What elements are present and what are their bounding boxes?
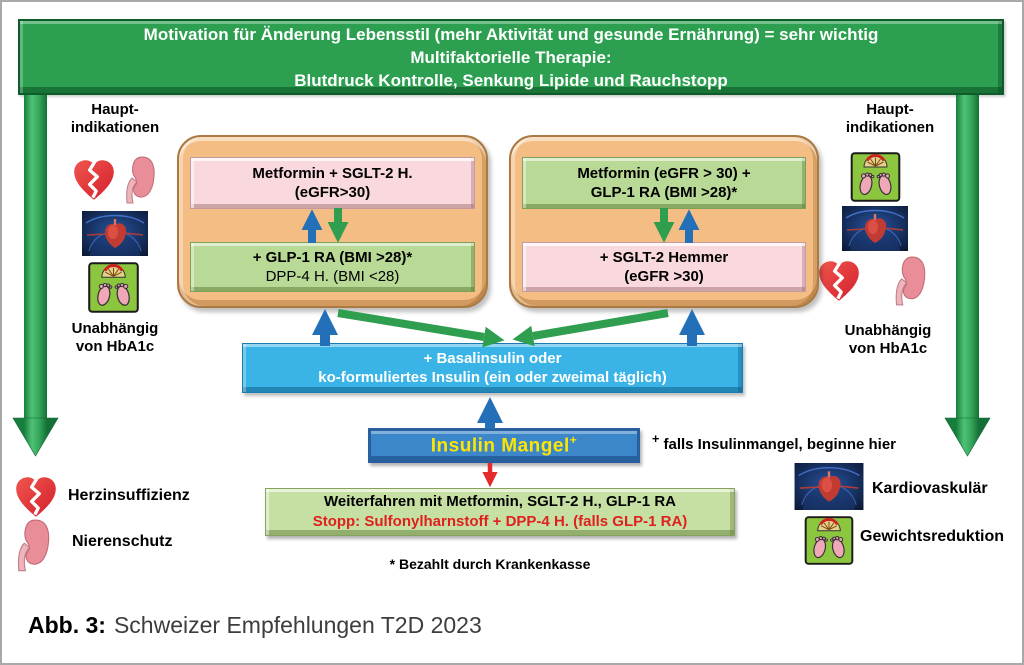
basal-insulin-box <box>242 343 743 393</box>
left-hba1c-line2: von HbA1c <box>75 338 155 355</box>
note-sup: + <box>652 432 660 446</box>
kidney-icon <box>121 156 157 206</box>
right-hba1c-line1: Unabhängig <box>844 322 932 339</box>
glp1-dpp4-box <box>190 242 475 292</box>
metformin-sglt2-box <box>190 157 475 209</box>
arrow-diagonal-green-right <box>533 313 668 336</box>
caption-prefix: Abb. 3: <box>28 612 106 638</box>
arrow-diagonal-green-left <box>338 313 484 337</box>
legend-heart-failure: Herzinsuffizienz <box>68 487 190 504</box>
side-arrow-down-right <box>945 95 990 456</box>
basal-line2: ko-formuliertes Insulin (ein oder zweimal täglich) <box>318 369 667 386</box>
metformin-glp1-box <box>522 157 806 209</box>
metformin-glp1-line1: Metformin (eGFR > 30) + <box>577 165 751 182</box>
dpp4-line: DPP-4 H. (BMI <28) <box>265 268 400 285</box>
figure-caption <box>28 612 482 639</box>
stop-line: Stopp: Sulfonylharnstoff + DPP-4 H. (falls GLP-1 RA) <box>312 513 688 530</box>
note-text: falls Insulinmangel, beginne hier <box>659 436 897 453</box>
broken-heart-icon <box>72 158 116 202</box>
caption-text: Schweizer Empfehlungen T2D 2023 <box>113 612 482 638</box>
insulin-deficiency-note <box>652 432 952 453</box>
weight-scale-icon <box>850 152 901 202</box>
right-hba1c-note <box>818 322 958 358</box>
metformin-sglt2-line1: Metformin + SGLT-2 H. <box>252 165 413 182</box>
broken-heart-icon <box>817 259 861 303</box>
legend-cardiovascular: Kardiovaskulär <box>872 480 988 497</box>
insulin-deficiency-label: Insulin Mangel+ <box>430 433 578 457</box>
broken-heart-icon <box>14 475 58 519</box>
right-hba1c-line2: von HbA1c <box>848 340 928 357</box>
continue-line: Weiterfahren mit Metformin, SGLT-2 H., GLP-1 RA <box>324 493 676 510</box>
metformin-sglt2-line2: (eGFR>30) <box>294 184 371 201</box>
left-hba1c-line1: Unabhängig <box>71 320 159 337</box>
banner-line1: Motivation für Änderung Lebensstil (mehr Aktivität und gesunde Ernährung) = sehr wichtig <box>143 24 879 44</box>
pathway-box-left <box>177 135 488 308</box>
insulin-sup: + <box>569 433 578 448</box>
left-title-line1: Haupt- <box>91 101 139 118</box>
continue-stop-box <box>265 488 735 536</box>
cardiovascular-icon <box>82 211 148 256</box>
sglt2-hemmer-box <box>522 242 806 292</box>
banner-line3: Blutdruck Kontrolle, Senkung Lipide und Rauchstopp <box>294 70 728 90</box>
basal-line1: + Basalinsulin oder <box>423 350 562 367</box>
weight-scale-icon <box>803 516 855 565</box>
side-arrow-down-left <box>13 95 58 456</box>
glp1-line: + GLP-1 RA (BMI >28)* <box>252 249 413 266</box>
left-title-line2: indikationen <box>70 119 160 136</box>
legend-weight-reduction: Gewichtsreduktion <box>860 528 1005 545</box>
cardiovascular-icon <box>842 206 908 251</box>
pathway-box-right <box>509 135 819 308</box>
insulin-deficiency-box <box>368 428 640 463</box>
sglt2-hemmer-line2: (eGFR >30) <box>624 268 704 285</box>
motivation-banner <box>18 19 1004 95</box>
kidney-icon <box>891 256 927 308</box>
left-main-indications-title <box>45 101 185 137</box>
banner-line2: Multifaktorielle Therapie: <box>410 47 612 67</box>
sglt2-hemmer-line1: + SGLT-2 Hemmer <box>599 249 729 266</box>
cardiovascular-icon <box>794 463 864 510</box>
right-title-line1: Haupt- <box>866 101 914 118</box>
weight-scale-icon <box>88 262 139 313</box>
right-title-line2: indikationen <box>845 119 935 136</box>
legend-kidney-protection: Nierenschutz <box>72 533 173 550</box>
metformin-glp1-line2: GLP-1 RA (BMI >28)* <box>590 184 738 201</box>
footnote-krankenkasse: * Bezahlt durch Krankenkasse <box>389 556 591 572</box>
kidney-icon <box>13 519 51 574</box>
left-hba1c-note <box>45 320 185 356</box>
right-main-indications-title <box>820 101 960 137</box>
